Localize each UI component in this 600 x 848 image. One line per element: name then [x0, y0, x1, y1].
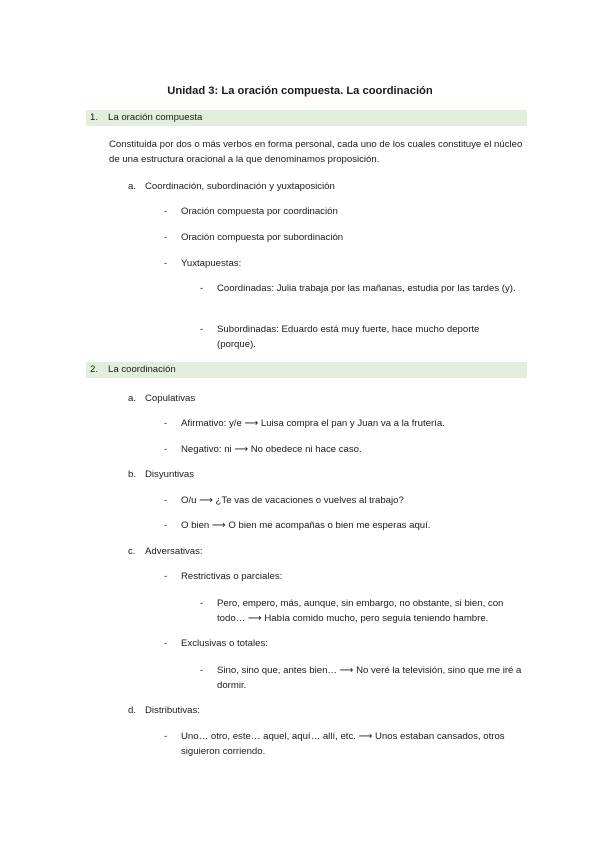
section-number: 1.: [90, 112, 99, 123]
subsection-title: Distributivas:: [145, 705, 200, 716]
dash-bullet: -: [200, 598, 204, 609]
list-item: Afirmativo: y/e ⟶ Luisa compra el pan y Juan va a la frutería.: [181, 418, 445, 429]
dash-bullet: -: [200, 324, 204, 335]
list-item: Uno… otro, este… aquel, aquí… allí, etc. ⟶ Unos estaban cansados, otros siguieron corriendo.: [181, 731, 505, 757]
section-title: La coordinación: [108, 364, 176, 375]
dash-bullet: -: [164, 638, 168, 649]
dash-bullet: -: [164, 571, 168, 582]
list-item: Exclusivas o totales:: [181, 638, 268, 649]
list-item: O bien ⟶ O bien me acompañas o bien me esperas aquí.: [181, 520, 431, 531]
list-item: Oración compuesta por coordinación: [181, 206, 338, 217]
dash-bullet: -: [200, 283, 204, 294]
list-item: Pero, empero, más, aunque, sin embargo, no obstante, si bien, con todo… ⟶ Había comido mucho, pero seguía teniendo hambre.: [217, 598, 504, 624]
subsection-title: Disyuntivas: [145, 469, 195, 480]
list-item: Subordinadas: Eduardo está muy fuerte, hace mucho deporte (porque).: [217, 324, 480, 350]
list-item: Negativo: ni ⟶ No obedece ni hace caso.: [181, 444, 362, 455]
dash-bullet: -: [164, 444, 168, 455]
dash-bullet: -: [164, 258, 168, 269]
section-number: 2.: [90, 364, 99, 375]
list-item: Oración compuesta por subordinación: [181, 232, 344, 243]
section-heading-1: [86, 110, 527, 126]
list-letter: d.: [128, 705, 137, 716]
list-item: Sino, sino que, antes bien… ⟶ No veré la televisión, sino que me iré a dormir.: [217, 665, 522, 691]
subsection-title: Adversativas:: [145, 546, 203, 557]
dash-bullet: -: [164, 495, 168, 506]
intro-paragraph: Constituida por dos o más verbos en forma personal, cada uno de los cuales constituye el núcleo de una estructura oracional a la que denominamos proposición.: [109, 139, 523, 165]
dash-bullet: -: [164, 731, 168, 742]
subsection-title: Copulativas: [145, 393, 196, 404]
list-item: Yuxtapuestas:: [181, 258, 242, 269]
dash-bullet: -: [164, 232, 168, 243]
list-letter: a.: [128, 181, 137, 192]
list-letter: c.: [128, 546, 136, 557]
section-title: La oración compuesta: [108, 112, 203, 123]
dash-bullet: -: [164, 418, 168, 429]
section-heading-2: [86, 362, 527, 378]
list-item: O/u ⟶ ¿Te vas de vacaciones o vuelves al trabajo?: [181, 495, 404, 506]
list-letter: b.: [128, 469, 137, 480]
subsection-title: Coordinación, subordinación y yuxtaposición: [145, 181, 335, 192]
list-letter: a.: [128, 393, 137, 404]
list-item: Restrictivas o parciales:: [181, 571, 283, 582]
list-item: Coordinadas: Julia trabaja por las mañanas, estudia por las tardes (y).: [217, 283, 516, 294]
dash-bullet: -: [164, 206, 168, 217]
dash-bullet: -: [164, 520, 168, 531]
dash-bullet: -: [200, 665, 204, 676]
page-title: Unidad 3: La oración compuesta. La coordinación: [167, 85, 433, 97]
